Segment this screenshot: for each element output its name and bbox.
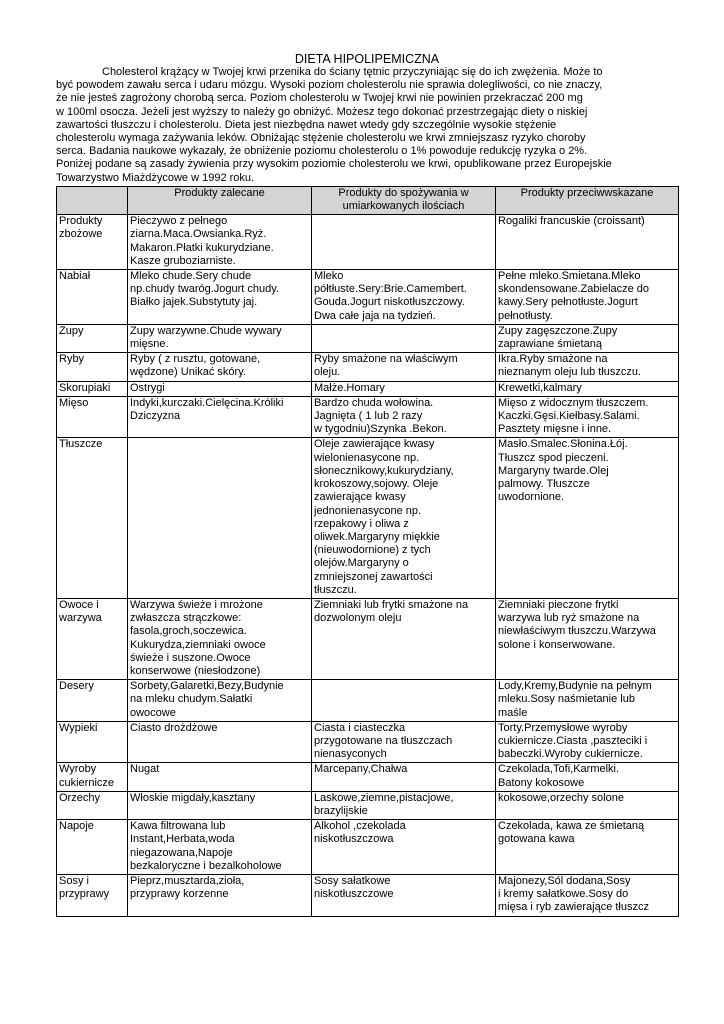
table-cell: Torty.Przemysłowe wyroby cukiernicze.Ciasta ,paszteciki i babeczki.Wyroby cukiernicze. xyxy=(496,721,679,763)
document-page xyxy=(56,52,678,917)
table-row xyxy=(57,381,679,396)
row-category: Wypieki xyxy=(57,721,128,763)
table-cell: Ryby ( z rusztu, gotowane, wędzone) Unikać skóry. xyxy=(128,353,312,381)
table-cell: Ziemniaki lub frytki smażone na dozwolonym oleju xyxy=(312,598,496,679)
row-category: Mięso xyxy=(57,396,128,438)
intro-line: serca. Badania naukowe wykazały, że obniżenie poziomu cholesterolu o 1% powoduje redukcję ryzyka o 2%. xyxy=(56,145,588,158)
table-row xyxy=(57,874,679,916)
table-cell: Rogaliki francuskie (croissant) xyxy=(496,215,679,270)
intro-line: że nie jesteś zagrożony chorobą serca. Poziom cholesterolu w Twojej krwi nie powinien przekraczać 200 mg xyxy=(56,92,583,105)
table-row xyxy=(57,820,679,875)
table-cell: Sosy sałatkowe niskotłuszczowe xyxy=(312,874,496,916)
row-category: Desery xyxy=(57,680,128,722)
table-row xyxy=(57,396,679,438)
table-cell xyxy=(312,215,496,270)
row-category: Nabiał xyxy=(57,270,128,325)
table-cell: Ciasta i ciasteczka przygotowane na tłuszczach nienasyconych xyxy=(312,721,496,763)
table-cell: Ikra.Ryby smażone na nieznanym oleju lub tłuszczu. xyxy=(496,353,679,381)
table-row xyxy=(57,598,679,679)
row-category: Napoje xyxy=(57,820,128,875)
table-row xyxy=(57,438,679,598)
table-cell: Mięso z widocznym tłuszczem. Kaczki.Gęsi.Kiełbasy.Salami. Pasztety mięsne i inne. xyxy=(496,396,679,438)
intro-line: w 100ml osocza. Jeżeli jest wyższy to należy go obniżyć. Możesz tego dokonać przestrzegając diety o niskiej xyxy=(56,105,588,118)
table-cell xyxy=(128,438,312,598)
table-cell: Ziemniaki pieczone frytki warzywa lub ryż smażone na niewłaściwym tłuszczu.Warzywa solone i konserwowane. xyxy=(496,598,679,679)
table-row xyxy=(57,791,679,819)
table-cell: Zupy warzywne.Chude wywary mięsne. xyxy=(128,324,312,352)
table-row xyxy=(57,270,679,325)
table-cell: Mleko chude.Sery chude np.chudy twaróg.Jogurt chudy. Białko jajek.Substytuty jaj. xyxy=(128,270,312,325)
row-category: Produkty zbożowe xyxy=(57,215,128,270)
header-column: Produkty przeciwwskazane xyxy=(496,186,679,214)
table-cell: Pełne mleko.Śmietana.Mleko skondensowane.Zabielacze do kawy.Sery pełnotłuste.Jogurt pełnotłusty. xyxy=(496,270,679,325)
header-category xyxy=(57,186,128,214)
table-cell: Nugat xyxy=(128,763,312,791)
diet-table xyxy=(56,186,679,917)
intro-paragraph xyxy=(56,66,678,185)
table-cell: Ciasto drożdżowe xyxy=(128,721,312,763)
intro-line: być powodem zawału serca i udaru mózgu. Wysoki poziom cholesterolu nie sprawia dolegliwości, co nie znaczy, xyxy=(56,79,603,92)
intro-line: Cholesterol krążący w Twojej krwi przenika do ściany tętnic przyczyniając się do ich zwężenia. Może to xyxy=(102,66,603,78)
table-cell: Małże.Homary xyxy=(312,381,496,396)
table-cell: Czekolada,Tofi,Karmelki. Batony kokosowe xyxy=(496,763,679,791)
table-row xyxy=(57,353,679,381)
row-category: Wyroby cukiernicze xyxy=(57,763,128,791)
row-category: Skorupiaki xyxy=(57,381,128,396)
table-row xyxy=(57,324,679,352)
table-cell: Włoskie migdały,kasztany xyxy=(128,791,312,819)
table-cell: Czekolada, kawa ze śmietaną gotowana kawa xyxy=(496,820,679,875)
row-category: Owoce i warzywa xyxy=(57,598,128,679)
table-cell: Alkohol ,czekolada niskotłuszczowa xyxy=(312,820,496,875)
table-cell: Sorbety,Galaretki,Bezy,Budynie na mleku chudym.Sałatki owocowe xyxy=(128,680,312,722)
table-cell: Marcepany,Chałwa xyxy=(312,763,496,791)
table-cell: Ostrygi xyxy=(128,381,312,396)
row-category: Tłuszcze xyxy=(57,438,128,598)
table-header-row xyxy=(57,186,679,214)
table-cell: Kawa filtrowana lub Instant,Herbata,woda niegazowana,Napoje bezkaloryczne i bezalkoholowe xyxy=(128,820,312,875)
table-cell: kokosowe,orzechy solone xyxy=(496,791,679,819)
table-cell: Mleko półtłuste.Sery:Brie.Camembert. Gouda.Jogurt niskotłuszczowy. Dwa całe jaja na tydzień. xyxy=(312,270,496,325)
table-cell: Indyki,kurczaki.Cielęcina.Króliki Dziczyzna xyxy=(128,396,312,438)
intro-line: Poniżej podane są zasady żywienia przy wysokim poziomie cholesterolu we krwi, opublikowane przez Europejskie xyxy=(56,158,612,171)
table-cell: Masło.Smalec.Słonina.Łój. Tłuszcz spod pieczeni. Margaryny twarde.Olej palmowy. Tłuszcze uwodornione. xyxy=(496,438,679,598)
table-row xyxy=(57,721,679,763)
table-cell: Majonezy,Sól dodana,Sosy i kremy sałatkowe.Sosy do mięsa i ryb zawierające tłuszcz xyxy=(496,874,679,916)
table-cell: Zupy zagęszczone.Zupy zaprawiane śmietaną xyxy=(496,324,679,352)
intro-line: cholesterolu wymaga zażywania leków. Obniżając stężenie cholesterolu we krwi zmniejszasz ryzyko choroby xyxy=(56,132,586,145)
row-category: Sosy i przyprawy xyxy=(57,874,128,916)
table-cell: Krewetki,kalmary xyxy=(496,381,679,396)
document-title: DIETA HIPOLIPEMICZNA xyxy=(294,52,440,66)
table-cell: Warzywa świeże i mrożone zwłaszcza strączkowe: fasola,groch,soczewica. Kukurydza,ziemniaki owoce świeże i suszone.Owoce konserwowe (niesłodzone) xyxy=(128,598,312,679)
table-row xyxy=(57,680,679,722)
header-column: Produkty zalecane xyxy=(128,186,312,214)
table-cell: Pieprz,musztarda,zioła, przyprawy korzenne xyxy=(128,874,312,916)
row-category: Ryby xyxy=(57,353,128,381)
table-row xyxy=(57,215,679,270)
intro-line: zawartości tłuszczu i cholesterolu. Dieta jest niezbędna nawet wtedy gdy szczególnie wysokie stężenie xyxy=(56,118,557,131)
row-category: Orzechy xyxy=(57,791,128,819)
table-cell: Pieczywo z pełnego ziarna.Maca.Owsianka.Ryż. Makaron.Płatki kukurydziane. Kasze gruboziarniste. xyxy=(128,215,312,270)
table-cell xyxy=(312,680,496,722)
table-cell: Lody,Kremy,Budynie na pełnym mleku.Sosy naśmietanie lub maśle xyxy=(496,680,679,722)
table-cell: Laskowe,ziemne,pistacjowe, brazylijskie xyxy=(312,791,496,819)
table-cell xyxy=(312,324,496,352)
table-row xyxy=(57,763,679,791)
intro-line: Towarzystwo Miażdżycowe w 1992 roku. xyxy=(56,171,255,184)
header-column: Produkty do spożywania w umiarkowanych ilościach xyxy=(312,186,496,214)
table-cell: Bardzo chuda wołowina. Jagnięta ( 1 lub 2 razy w tygodniu)Szynka .Bekon. xyxy=(312,396,496,438)
row-category: Zupy xyxy=(57,324,128,352)
table-cell: Oleje zawierające kwasy wielonienasycone np. słonecznikowy,kukurydziany, krokoszowy,sojowy. Oleje zawierające kwasy jednonienasycone np. rzepakowy i oliwa z oliwek.Margaryny miękkie (nieuwodornione) z tych olejów.Margaryny o zmniejszonej zawartości tłuszczu. xyxy=(312,438,496,598)
table-cell: Ryby smażone na właściwym oleju. xyxy=(312,353,496,381)
